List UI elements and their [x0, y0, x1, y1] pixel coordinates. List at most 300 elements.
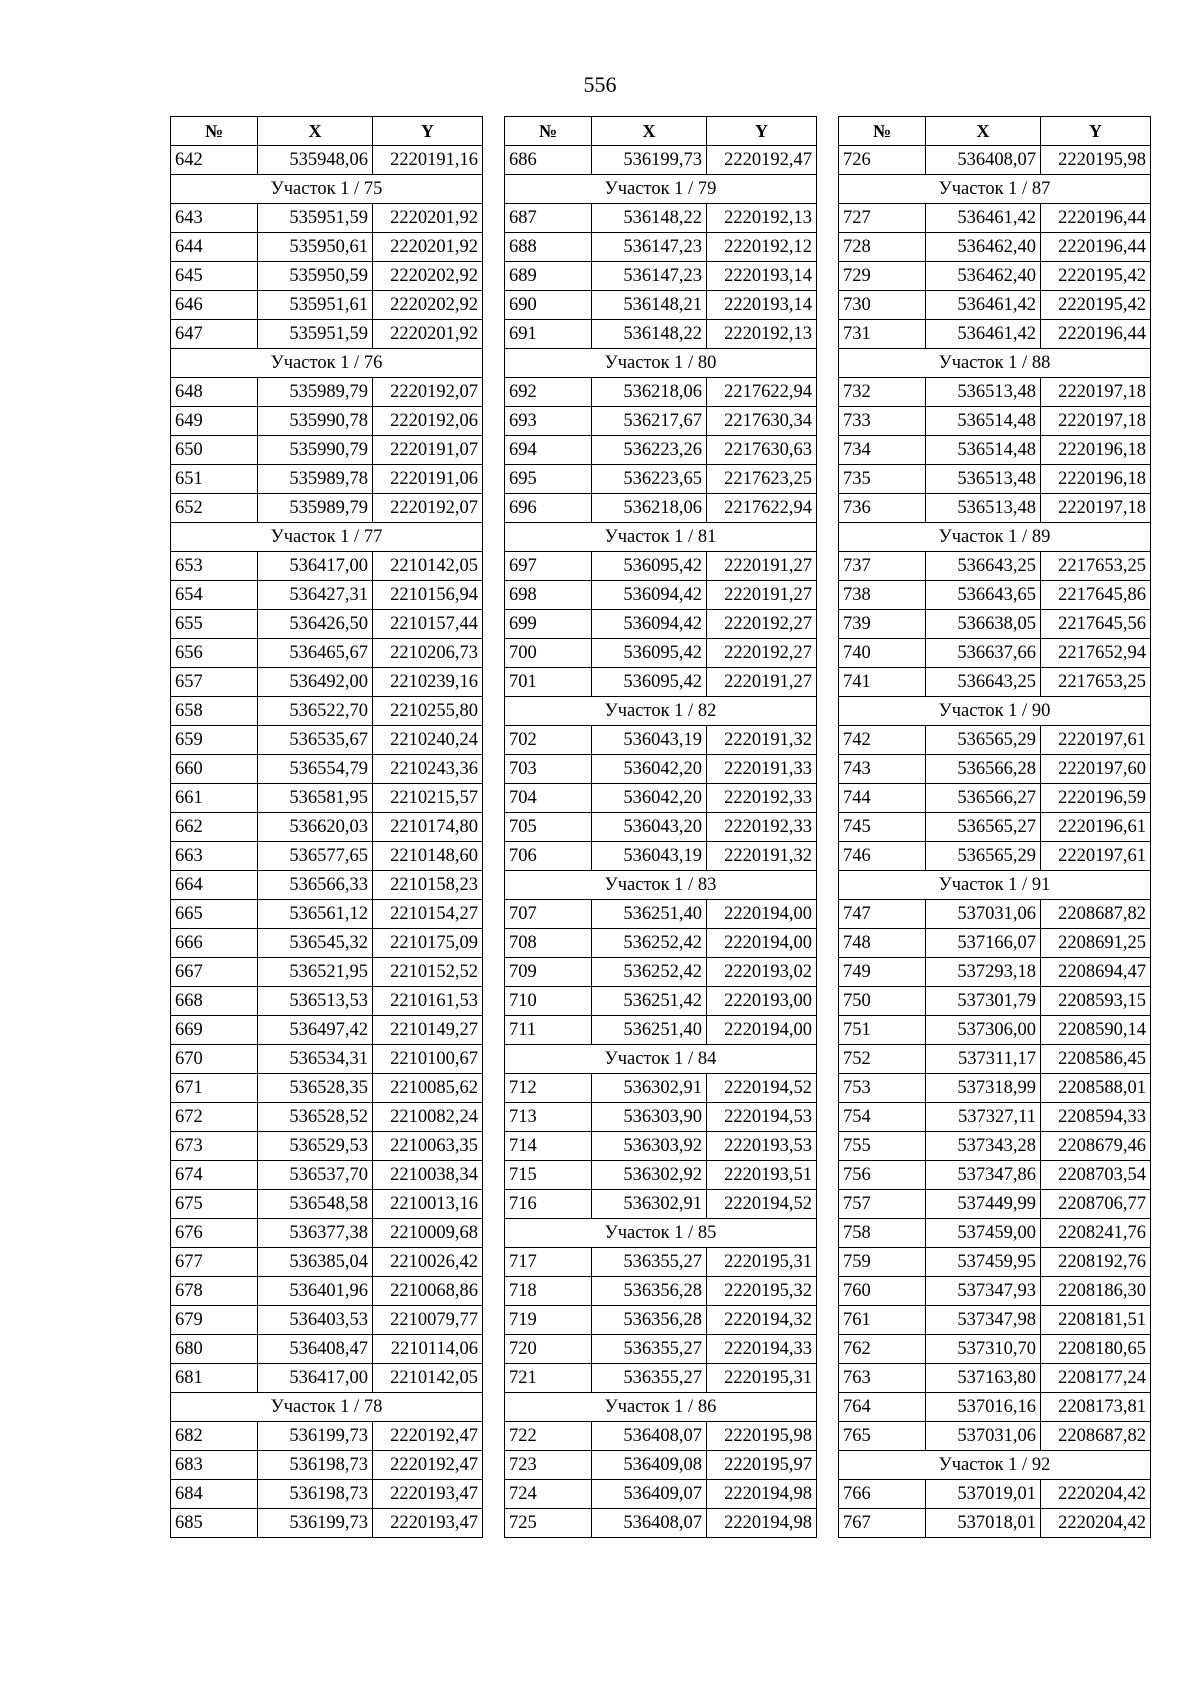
table-row [171, 1364, 483, 1393]
section-header-row [505, 175, 817, 204]
point-number-cell: 741 [839, 668, 926, 697]
header-x: X [258, 117, 373, 146]
point-number-cell: 755 [839, 1132, 926, 1161]
point-number-cell: 764 [839, 1393, 926, 1422]
header-x: X [926, 117, 1041, 146]
table-row [505, 1509, 817, 1538]
x-coordinate-cell: 535950,59 [258, 262, 373, 291]
point-number-cell: 746 [839, 842, 926, 871]
x-coordinate-cell: 537166,07 [926, 929, 1041, 958]
table-row [505, 465, 817, 494]
x-coordinate-cell: 535990,78 [258, 407, 373, 436]
y-coordinate-cell: 2208588,01 [1041, 1074, 1151, 1103]
table-row [505, 813, 817, 842]
x-coordinate-cell: 536465,67 [258, 639, 373, 668]
y-coordinate-cell: 2217653,25 [1041, 552, 1151, 581]
point-number-cell: 760 [839, 1277, 926, 1306]
table-row [505, 639, 817, 668]
header-number: № [171, 117, 258, 146]
table-row [505, 929, 817, 958]
y-coordinate-cell: 2217645,56 [1041, 610, 1151, 639]
point-number-cell: 700 [505, 639, 592, 668]
x-coordinate-cell: 536513,48 [926, 465, 1041, 494]
point-number-cell: 689 [505, 262, 592, 291]
point-number-cell: 722 [505, 1422, 592, 1451]
point-number-cell: 702 [505, 726, 592, 755]
point-number-cell: 767 [839, 1509, 926, 1538]
table-row [839, 1103, 1151, 1132]
y-coordinate-cell: 2220192,27 [707, 639, 817, 668]
section-header-row [171, 349, 483, 378]
x-coordinate-cell: 536513,48 [926, 494, 1041, 523]
table-row [839, 1248, 1151, 1277]
point-number-cell: 701 [505, 668, 592, 697]
y-coordinate-cell: 2210215,57 [373, 784, 483, 813]
section-header-row [171, 175, 483, 204]
y-coordinate-cell: 2220193,14 [707, 262, 817, 291]
point-number-cell: 666 [171, 929, 258, 958]
table-row [839, 407, 1151, 436]
point-number-cell: 658 [171, 697, 258, 726]
y-coordinate-cell: 2220201,92 [373, 204, 483, 233]
table-row [839, 581, 1151, 610]
table-row [171, 1306, 483, 1335]
point-number-cell: 670 [171, 1045, 258, 1074]
x-coordinate-cell: 536409,07 [592, 1480, 707, 1509]
x-coordinate-cell: 536561,12 [258, 900, 373, 929]
x-coordinate-cell: 536408,07 [592, 1422, 707, 1451]
y-coordinate-cell: 2220192,07 [373, 494, 483, 523]
table-row [171, 1219, 483, 1248]
point-number-cell: 713 [505, 1103, 592, 1132]
x-coordinate-cell: 536522,70 [258, 697, 373, 726]
table-row [839, 1074, 1151, 1103]
y-coordinate-cell: 2210026,42 [373, 1248, 483, 1277]
x-coordinate-cell: 536385,04 [258, 1248, 373, 1277]
header-number: № [505, 117, 592, 146]
point-number-cell: 708 [505, 929, 592, 958]
y-coordinate-cell: 2220191,33 [707, 755, 817, 784]
y-coordinate-cell: 2217623,25 [707, 465, 817, 494]
point-number-cell: 718 [505, 1277, 592, 1306]
table-row [505, 1480, 817, 1509]
table-row [171, 1016, 483, 1045]
table-row [171, 1422, 483, 1451]
point-number-cell: 673 [171, 1132, 258, 1161]
table-row [839, 1277, 1151, 1306]
point-number-cell: 727 [839, 204, 926, 233]
y-coordinate-cell: 2210158,23 [373, 871, 483, 900]
table-row [171, 1132, 483, 1161]
y-coordinate-cell: 2210142,05 [373, 1364, 483, 1393]
x-coordinate-cell: 536513,48 [926, 378, 1041, 407]
table-row [171, 987, 483, 1016]
section-header-row [839, 523, 1151, 552]
y-coordinate-cell: 2208590,14 [1041, 1016, 1151, 1045]
x-coordinate-cell: 536355,27 [592, 1335, 707, 1364]
x-coordinate-cell: 536643,25 [926, 668, 1041, 697]
x-coordinate-cell: 536565,29 [926, 726, 1041, 755]
table-row [171, 958, 483, 987]
x-coordinate-cell: 536566,28 [926, 755, 1041, 784]
x-coordinate-cell: 536355,27 [592, 1248, 707, 1277]
table-row [171, 610, 483, 639]
table-row [505, 1132, 817, 1161]
table-row [171, 262, 483, 291]
section-title: Участок 1 / 78 [171, 1393, 483, 1422]
point-number-cell: 748 [839, 929, 926, 958]
y-coordinate-cell: 2208694,47 [1041, 958, 1151, 987]
page-number: 556 [583, 72, 617, 97]
point-number-cell: 704 [505, 784, 592, 813]
point-number-cell: 737 [839, 552, 926, 581]
section-title: Участок 1 / 79 [505, 175, 817, 204]
x-coordinate-cell: 536218,06 [592, 378, 707, 407]
point-number-cell: 678 [171, 1277, 258, 1306]
table-header-row [505, 117, 817, 146]
y-coordinate-cell: 2208177,24 [1041, 1364, 1151, 1393]
table-row [171, 1161, 483, 1190]
point-number-cell: 762 [839, 1335, 926, 1364]
section-title: Участок 1 / 90 [839, 697, 1151, 726]
point-number-cell: 697 [505, 552, 592, 581]
x-coordinate-cell: 536565,29 [926, 842, 1041, 871]
x-coordinate-cell: 537311,17 [926, 1045, 1041, 1074]
y-coordinate-cell: 2217645,86 [1041, 581, 1151, 610]
point-number-cell: 663 [171, 842, 258, 871]
table-row [505, 784, 817, 813]
coordinates-table-right [838, 116, 1151, 1538]
point-number-cell: 657 [171, 668, 258, 697]
point-number-cell: 763 [839, 1364, 926, 1393]
table-row [171, 726, 483, 755]
y-coordinate-cell: 2220194,52 [707, 1074, 817, 1103]
table-row [505, 726, 817, 755]
table-row [839, 1306, 1151, 1335]
y-coordinate-cell: 2220196,61 [1041, 813, 1151, 842]
table-row [839, 842, 1151, 871]
point-number-cell: 730 [839, 291, 926, 320]
y-coordinate-cell: 2220193,00 [707, 987, 817, 1016]
y-coordinate-cell: 2220191,16 [373, 146, 483, 175]
table-row [505, 755, 817, 784]
x-coordinate-cell: 535951,59 [258, 204, 373, 233]
point-number-cell: 705 [505, 813, 592, 842]
section-title: Участок 1 / 76 [171, 349, 483, 378]
table-row [171, 378, 483, 407]
table-row [505, 987, 817, 1016]
y-coordinate-cell: 2220193,53 [707, 1132, 817, 1161]
x-coordinate-cell: 536095,42 [592, 668, 707, 697]
header-y: Y [373, 117, 483, 146]
table-row [171, 552, 483, 581]
table-row [171, 1045, 483, 1074]
table-row [839, 726, 1151, 755]
point-number-cell: 759 [839, 1248, 926, 1277]
y-coordinate-cell: 2220195,31 [707, 1248, 817, 1277]
x-coordinate-cell: 537019,01 [926, 1480, 1041, 1509]
table-row [839, 813, 1151, 842]
x-coordinate-cell: 535989,79 [258, 494, 373, 523]
y-coordinate-cell: 2210063,35 [373, 1132, 483, 1161]
point-number-cell: 652 [171, 494, 258, 523]
x-coordinate-cell: 536043,19 [592, 842, 707, 871]
y-coordinate-cell: 2210161,53 [373, 987, 483, 1016]
y-coordinate-cell: 2220197,18 [1041, 407, 1151, 436]
point-number-cell: 747 [839, 900, 926, 929]
y-coordinate-cell: 2217652,94 [1041, 639, 1151, 668]
x-coordinate-cell: 536537,70 [258, 1161, 373, 1190]
point-number-cell: 728 [839, 233, 926, 262]
point-number-cell: 736 [839, 494, 926, 523]
x-coordinate-cell: 536303,92 [592, 1132, 707, 1161]
point-number-cell: 717 [505, 1248, 592, 1277]
y-coordinate-cell: 2217622,94 [707, 378, 817, 407]
y-coordinate-cell: 2220192,07 [373, 378, 483, 407]
table-row [505, 1364, 817, 1393]
table-row [171, 1335, 483, 1364]
point-number-cell: 721 [505, 1364, 592, 1393]
table-row [171, 755, 483, 784]
point-number-cell: 751 [839, 1016, 926, 1045]
y-coordinate-cell: 2220195,31 [707, 1364, 817, 1393]
y-coordinate-cell: 2220194,00 [707, 929, 817, 958]
section-title: Участок 1 / 86 [505, 1393, 817, 1422]
y-coordinate-cell: 2210085,62 [373, 1074, 483, 1103]
x-coordinate-cell: 536620,03 [258, 813, 373, 842]
x-coordinate-cell: 536199,73 [258, 1422, 373, 1451]
table-row [505, 407, 817, 436]
y-coordinate-cell: 2217653,25 [1041, 668, 1151, 697]
point-number-cell: 660 [171, 755, 258, 784]
x-coordinate-cell: 536566,33 [258, 871, 373, 900]
point-number-cell: 707 [505, 900, 592, 929]
table-row [839, 1509, 1151, 1538]
y-coordinate-cell: 2220192,47 [373, 1451, 483, 1480]
x-coordinate-cell: 535951,61 [258, 291, 373, 320]
y-coordinate-cell: 2208192,76 [1041, 1248, 1151, 1277]
x-coordinate-cell: 537459,00 [926, 1219, 1041, 1248]
point-number-cell: 734 [839, 436, 926, 465]
y-coordinate-cell: 2220197,61 [1041, 842, 1151, 871]
x-coordinate-cell: 536461,42 [926, 320, 1041, 349]
point-number-cell: 739 [839, 610, 926, 639]
point-number-cell: 724 [505, 1480, 592, 1509]
point-number-cell: 720 [505, 1335, 592, 1364]
point-number-cell: 659 [171, 726, 258, 755]
x-coordinate-cell: 537016,16 [926, 1393, 1041, 1422]
table-row [505, 552, 817, 581]
section-title: Участок 1 / 77 [171, 523, 483, 552]
table-row [505, 436, 817, 465]
x-coordinate-cell: 536554,79 [258, 755, 373, 784]
x-coordinate-cell: 536581,95 [258, 784, 373, 813]
y-coordinate-cell: 2208593,15 [1041, 987, 1151, 1016]
x-coordinate-cell: 537347,93 [926, 1277, 1041, 1306]
x-coordinate-cell: 537301,79 [926, 987, 1041, 1016]
table-row [505, 146, 817, 175]
table-row [171, 697, 483, 726]
table-row [171, 842, 483, 871]
table-row [839, 987, 1151, 1016]
y-coordinate-cell: 2220196,44 [1041, 233, 1151, 262]
y-coordinate-cell: 2210068,86 [373, 1277, 483, 1306]
x-coordinate-cell: 536094,42 [592, 610, 707, 639]
section-title: Участок 1 / 80 [505, 349, 817, 378]
y-coordinate-cell: 2220193,51 [707, 1161, 817, 1190]
y-coordinate-cell: 2220202,92 [373, 291, 483, 320]
table-row [505, 900, 817, 929]
y-coordinate-cell: 2210148,60 [373, 842, 483, 871]
table-row [171, 581, 483, 610]
y-coordinate-cell: 2220196,18 [1041, 465, 1151, 494]
x-coordinate-cell: 536637,66 [926, 639, 1041, 668]
x-coordinate-cell: 536643,65 [926, 581, 1041, 610]
point-number-cell: 731 [839, 320, 926, 349]
x-coordinate-cell: 536095,42 [592, 639, 707, 668]
y-coordinate-cell: 2208594,33 [1041, 1103, 1151, 1132]
x-coordinate-cell: 536217,67 [592, 407, 707, 436]
x-coordinate-cell: 536417,00 [258, 552, 373, 581]
table-row [839, 1480, 1151, 1509]
header-y: Y [1041, 117, 1151, 146]
y-coordinate-cell: 2210142,05 [373, 552, 483, 581]
x-coordinate-cell: 537327,11 [926, 1103, 1041, 1132]
x-coordinate-cell: 537306,00 [926, 1016, 1041, 1045]
y-coordinate-cell: 2210255,80 [373, 697, 483, 726]
table-row [171, 784, 483, 813]
x-coordinate-cell: 536565,27 [926, 813, 1041, 842]
x-coordinate-cell: 536514,48 [926, 436, 1041, 465]
y-coordinate-cell: 2220195,98 [1041, 146, 1151, 175]
point-number-cell: 706 [505, 842, 592, 871]
x-coordinate-cell: 535951,59 [258, 320, 373, 349]
x-coordinate-cell: 536251,40 [592, 900, 707, 929]
y-coordinate-cell: 2220194,32 [707, 1306, 817, 1335]
y-coordinate-cell: 2220191,32 [707, 726, 817, 755]
table-row [171, 668, 483, 697]
x-coordinate-cell: 536548,58 [258, 1190, 373, 1219]
point-number-cell: 715 [505, 1161, 592, 1190]
y-coordinate-cell: 2220195,97 [707, 1451, 817, 1480]
table-row [171, 1277, 483, 1306]
y-coordinate-cell: 2220194,98 [707, 1480, 817, 1509]
point-number-cell: 692 [505, 378, 592, 407]
x-coordinate-cell: 536252,42 [592, 958, 707, 987]
section-title: Участок 1 / 84 [505, 1045, 817, 1074]
x-coordinate-cell: 536042,20 [592, 755, 707, 784]
y-coordinate-cell: 2220192,13 [707, 204, 817, 233]
x-coordinate-cell: 536566,27 [926, 784, 1041, 813]
x-coordinate-cell: 536403,53 [258, 1306, 373, 1335]
point-number-cell: 669 [171, 1016, 258, 1045]
y-coordinate-cell: 2210239,16 [373, 668, 483, 697]
y-coordinate-cell: 2208186,30 [1041, 1277, 1151, 1306]
y-coordinate-cell: 2220197,18 [1041, 494, 1151, 523]
x-coordinate-cell: 536427,31 [258, 581, 373, 610]
x-coordinate-cell: 535948,06 [258, 146, 373, 175]
table-row [505, 378, 817, 407]
x-coordinate-cell: 536528,52 [258, 1103, 373, 1132]
point-number-cell: 661 [171, 784, 258, 813]
table-row [839, 1190, 1151, 1219]
x-coordinate-cell: 535950,61 [258, 233, 373, 262]
point-number-cell: 749 [839, 958, 926, 987]
x-coordinate-cell: 536401,96 [258, 1277, 373, 1306]
y-coordinate-cell: 2210156,94 [373, 581, 483, 610]
table-row [839, 552, 1151, 581]
section-header-row [839, 697, 1151, 726]
y-coordinate-cell: 2208691,25 [1041, 929, 1151, 958]
point-number-cell: 662 [171, 813, 258, 842]
point-number-cell: 709 [505, 958, 592, 987]
x-coordinate-cell: 536529,53 [258, 1132, 373, 1161]
section-header-row [505, 697, 817, 726]
x-coordinate-cell: 536426,50 [258, 610, 373, 639]
point-number-cell: 675 [171, 1190, 258, 1219]
y-coordinate-cell: 2210175,09 [373, 929, 483, 958]
y-coordinate-cell: 2220194,00 [707, 1016, 817, 1045]
table-row [171, 639, 483, 668]
x-coordinate-cell: 536356,28 [592, 1306, 707, 1335]
table-row [171, 204, 483, 233]
table-row [171, 813, 483, 842]
section-header-row [505, 1219, 817, 1248]
table-row [505, 1422, 817, 1451]
table-row [839, 1161, 1151, 1190]
x-coordinate-cell: 536251,40 [592, 1016, 707, 1045]
y-coordinate-cell: 2217630,63 [707, 436, 817, 465]
y-coordinate-cell: 2220193,47 [373, 1509, 483, 1538]
table-row [839, 639, 1151, 668]
table-row [839, 465, 1151, 494]
table-row [505, 1335, 817, 1364]
point-number-cell: 647 [171, 320, 258, 349]
x-coordinate-cell: 536535,67 [258, 726, 373, 755]
table-row [505, 1451, 817, 1480]
y-coordinate-cell: 2220191,27 [707, 552, 817, 581]
y-coordinate-cell: 2210157,44 [373, 610, 483, 639]
x-coordinate-cell: 536094,42 [592, 581, 707, 610]
section-title: Участок 1 / 83 [505, 871, 817, 900]
y-coordinate-cell: 2210152,52 [373, 958, 483, 987]
point-number-cell: 656 [171, 639, 258, 668]
y-coordinate-cell: 2210009,68 [373, 1219, 483, 1248]
point-number-cell: 650 [171, 436, 258, 465]
y-coordinate-cell: 2210243,36 [373, 755, 483, 784]
y-coordinate-cell: 2208687,82 [1041, 1422, 1151, 1451]
table-row [505, 494, 817, 523]
x-coordinate-cell: 537343,28 [926, 1132, 1041, 1161]
point-number-cell: 672 [171, 1103, 258, 1132]
table-row [505, 1190, 817, 1219]
x-coordinate-cell: 536198,73 [258, 1480, 373, 1509]
x-coordinate-cell: 536417,00 [258, 1364, 373, 1393]
point-number-cell: 766 [839, 1480, 926, 1509]
x-coordinate-cell: 536251,42 [592, 987, 707, 1016]
y-coordinate-cell: 2210149,27 [373, 1016, 483, 1045]
table-row [505, 291, 817, 320]
point-number-cell: 756 [839, 1161, 926, 1190]
y-coordinate-cell: 2220191,06 [373, 465, 483, 494]
point-number-cell: 710 [505, 987, 592, 1016]
table-row [839, 1132, 1151, 1161]
x-coordinate-cell: 536462,40 [926, 262, 1041, 291]
x-coordinate-cell: 536408,07 [592, 1509, 707, 1538]
table-row [171, 465, 483, 494]
table-row [839, 291, 1151, 320]
y-coordinate-cell: 2217622,94 [707, 494, 817, 523]
